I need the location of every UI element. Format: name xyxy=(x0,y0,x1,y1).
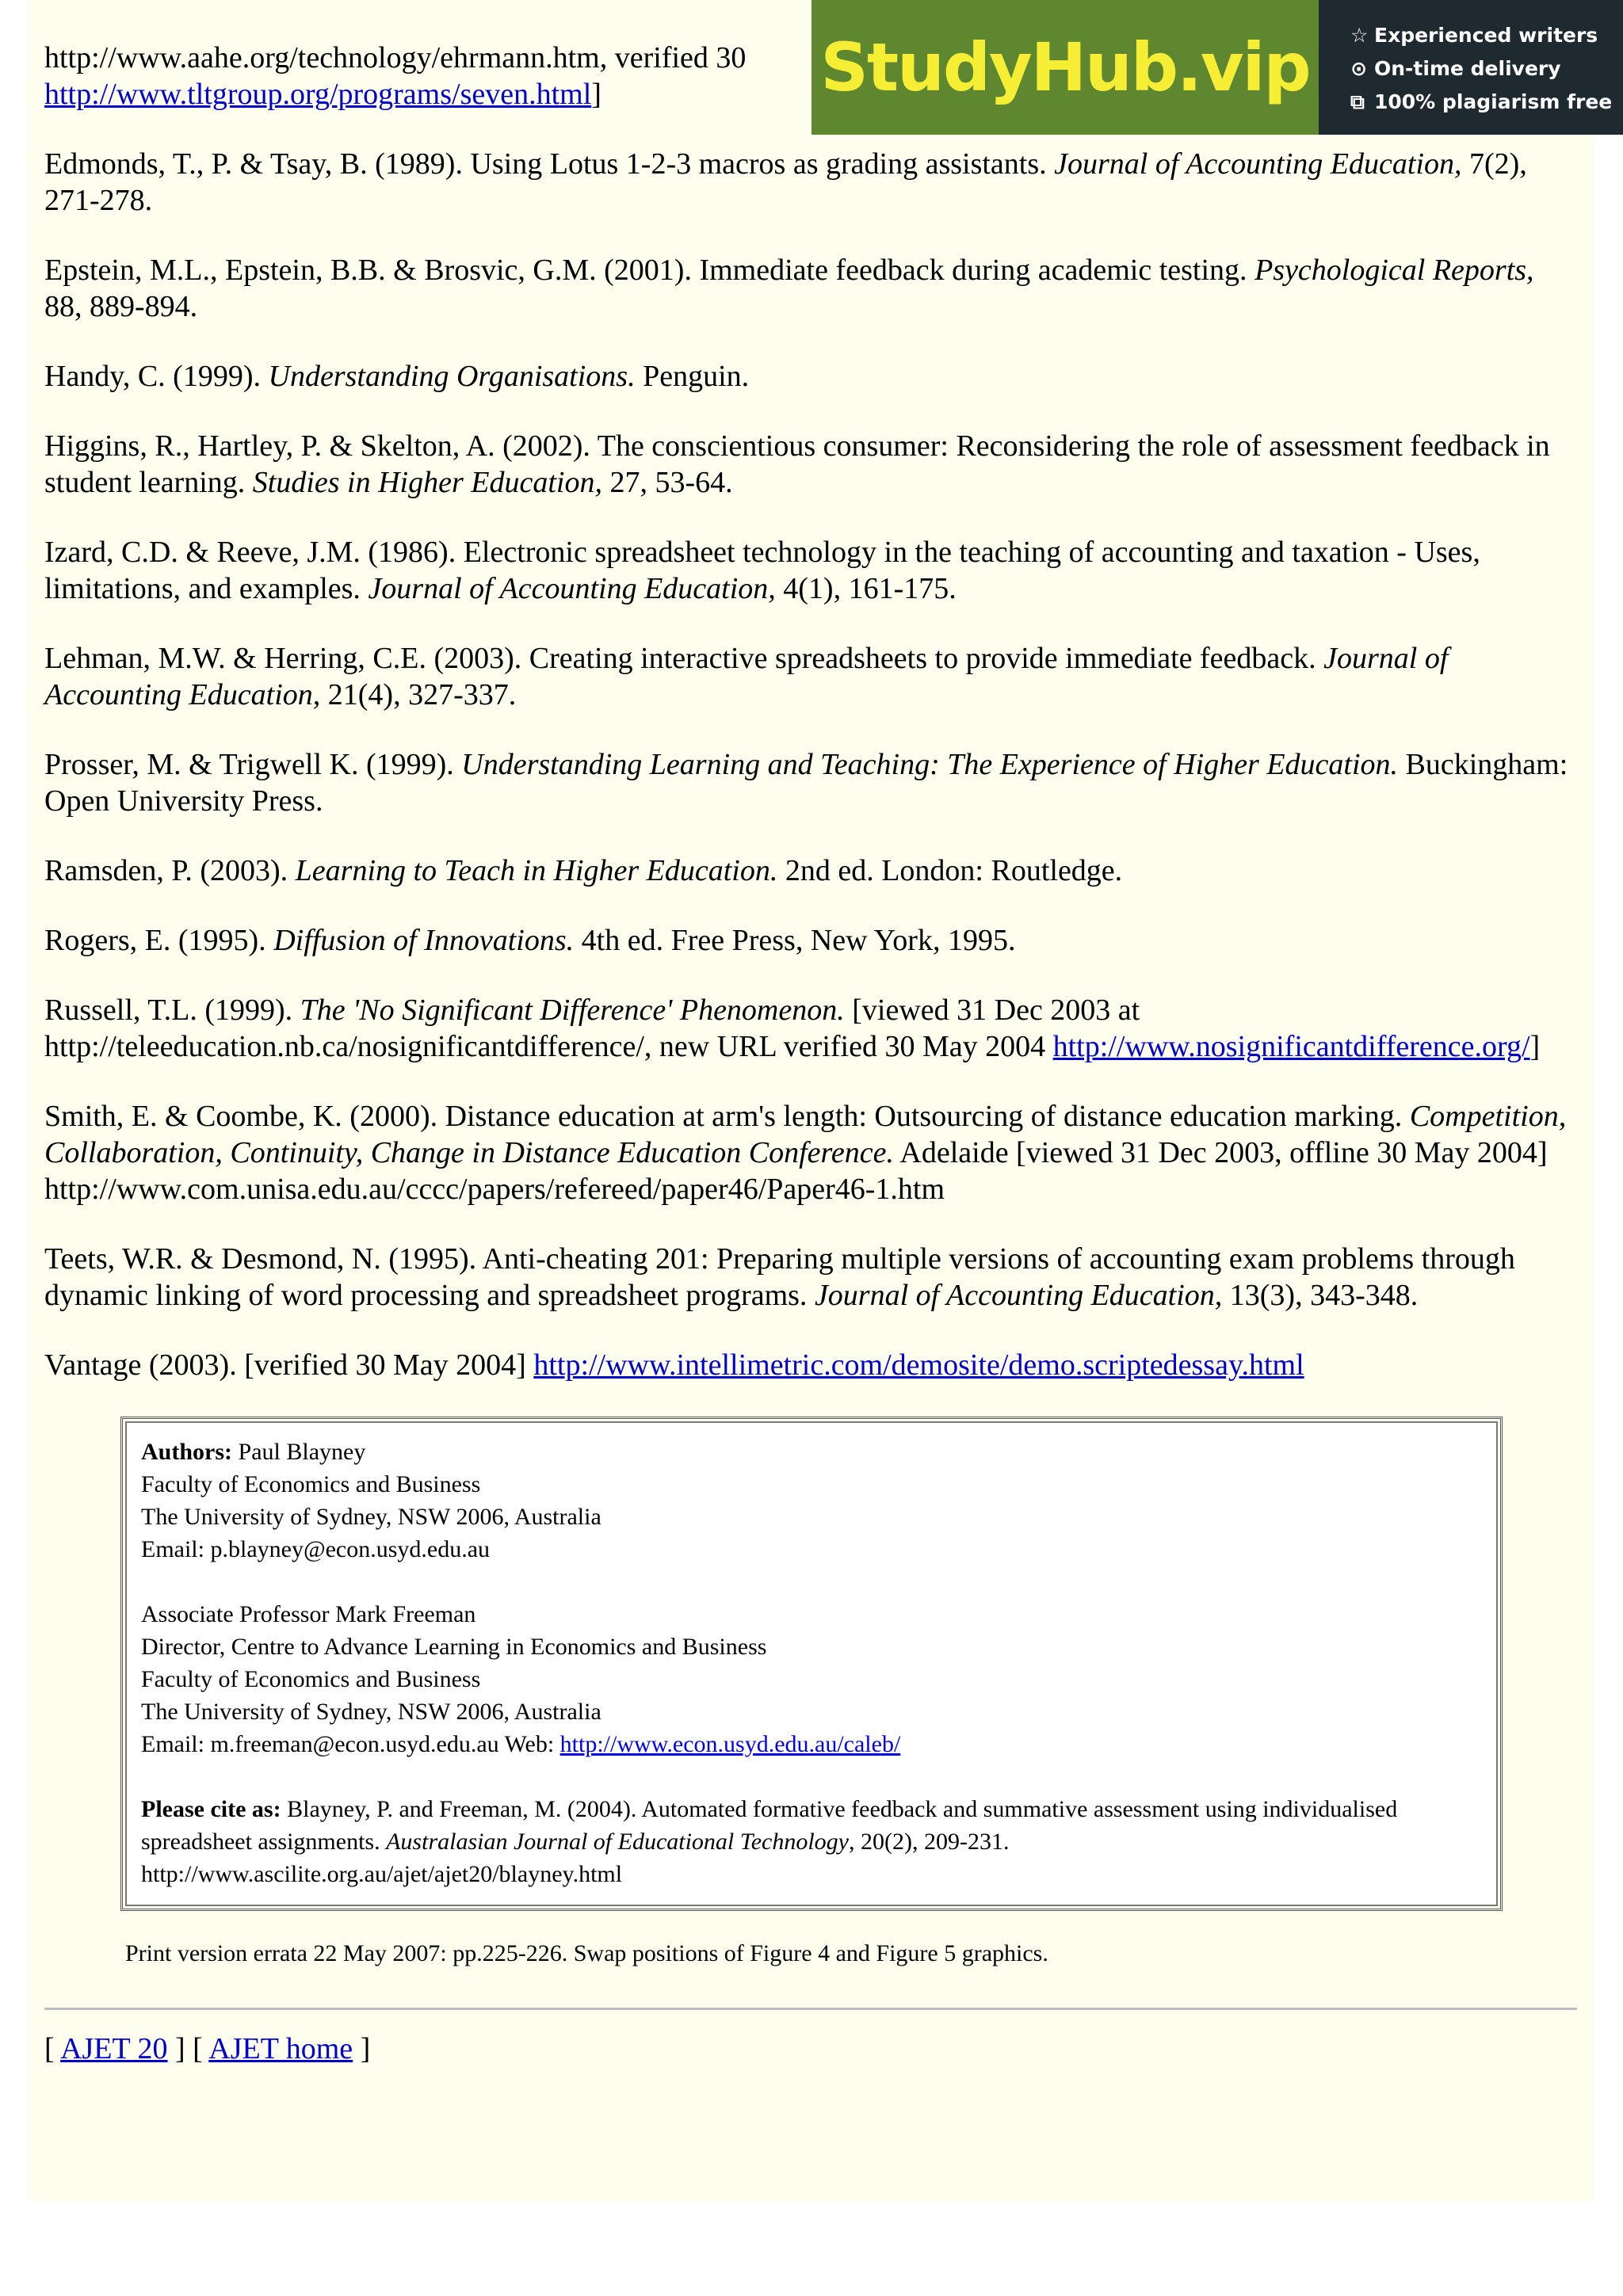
citation: Please cite as: Blayney, P. and Freeman, M. (2004). Automated formative feedback and summative assessment using individualised spreadsheet assignments. Australasian Journal of Educational Technology, 20(2), 209-231. http://www.ascilite.org.au/ajet/ajet20/blayney.html xyxy=(141,1796,1398,1887)
copy-icon: ⧉ xyxy=(1350,90,1365,113)
reference-link-nosignificantdifference[interactable]: http://www.nosignificantdifference.org/ xyxy=(1052,1030,1530,1063)
authors-label: Authors: xyxy=(141,1439,233,1465)
clock-icon: ⊙ xyxy=(1350,57,1367,80)
reference-vantage: Vantage (2003). [verified 30 May 2004] http://www.intellimetric.com/demosite/demo.scriptedessay.html xyxy=(44,1348,1304,1382)
author-freeman: Associate Professor Mark Freeman Director, Centre to Advance Learning in Economics and Business Faculty of Economics and Business The University of Sydney, NSW 2006, Australia Email: m.freeman@econ.usyd.edu.au Web: http://www.econ.usyd.edu.au/caleb/ xyxy=(141,1601,901,1757)
reference-teets: Teets, W.R. & Desmond, N. (1995). Anti-cheating 201: Preparing multiple versions of accounting exam problems through dynamic linking of word processing and spreadsheet programs. Journal of Accounting Education, 13(3), 343-348. xyxy=(44,1242,1515,1312)
nav-link-ajet-home[interactable]: AJET home xyxy=(208,2032,353,2065)
reference-lehman: Lehman, M.W. & Herring, C.E. (2003). Creating interactive spreadsheets to provide immediate feedback. Journal of Accounting Education, 21(4), 327-337. xyxy=(44,642,1449,711)
bottom-nav: [ AJET 20 ] [ AJET home ] xyxy=(44,2032,371,2065)
reference-epstein: Epstein, M.L., Epstein, B.B. & Brosvic, G.M. (2001). Immediate feedback during academic testing. Psychological Reports, 88, 889-894. xyxy=(44,254,1534,323)
caleb-web-link[interactable]: http://www.econ.usyd.edu.au/caleb/ xyxy=(559,1731,901,1757)
errata-note: Print version errata 22 May 2007: pp.225-226. Swap positions of Figure 4 and Figure 5 graphics. xyxy=(125,1940,1048,1966)
author-blayney: Authors: Paul Blayney Faculty of Economics and Business The University of Sydney, NSW 2006, Australia Email: p.blayney@econ.usyd.edu.au xyxy=(141,1439,601,1562)
feature-experienced-writers: ☆ Experienced writers xyxy=(1350,19,1623,52)
reference-ehrmann: http://www.aahe.org/technology/ehrmann.htm, verified 30 http://www.tltgroup.org/programs/seven.html] xyxy=(44,41,747,111)
reference-ramsden: Ramsden, P. (2003). Learning to Teach in Higher Education. 2nd ed. London: Routledge. xyxy=(44,854,1123,887)
author-info-box xyxy=(120,1417,1503,1911)
banner-logo-area xyxy=(812,0,1319,135)
reference-higgins: Higgins, R., Hartley, P. & Skelton, A. (2002). The conscientious consumer: Reconsidering the role of assessment feedback in student learning. Studies in Higher Education, 27, 53-64. xyxy=(44,429,1550,499)
banner-features xyxy=(1319,0,1623,135)
reference-rogers: Rogers, E. (1995). Diffusion of Innovations. 4th ed. Free Press, New York, 1995. xyxy=(44,924,1016,957)
feature-on-time-delivery: ⊙ On-time delivery xyxy=(1350,52,1623,86)
nav-link-ajet20[interactable]: AJET 20 xyxy=(60,2032,168,2065)
reference-russell: Russell, T.L. (1999). The 'No Significant Difference' Phenomenon. [viewed 31 Dec 2003 at http://teleeducation.nb.ca/nosignificantdifference/, new URL verified 30 May 2004 http://www.nosignificantdifference.org/] xyxy=(44,994,1541,1063)
document-page xyxy=(27,0,1594,2201)
author-info-content xyxy=(125,1421,1498,1906)
studyhub-banner[interactable] xyxy=(812,0,1623,135)
divider xyxy=(44,2008,1577,2010)
reference-link-intellimetric[interactable]: http://www.intellimetric.com/demosite/demo.scriptedessay.html xyxy=(533,1348,1304,1382)
reference-smith: Smith, E. & Coombe, K. (2000). Distance education at arm's length: Outsourcing of distance education marking. Competition, Collaboration, Continuity, Change in Distance Education Conference. Adelaide [viewed 31 Dec 2003, offline 30 May 2004] http://www.com.unisa.edu.au/cccc/papers/refereed/paper46/Paper46-1.htm xyxy=(44,1100,1567,1206)
reference-handy: Handy, C. (1999). Understanding Organisations. Penguin. xyxy=(44,360,750,393)
star-icon: ☆ xyxy=(1350,24,1369,47)
reference-izard: Izard, C.D. & Reeve, J.M. (1986). Electronic spreadsheet technology in the teaching of accounting and taxation - Uses, limitations, and examples. Journal of Accounting Education, 4(1), 161-175. xyxy=(44,536,1480,605)
cite-label: Please cite as: xyxy=(141,1796,281,1822)
reference-edmonds: Edmonds, T., P. & Tsay, B. (1989). Using Lotus 1-2-3 macros as grading assistants. Journal of Accounting Education, 7(2), 271-278. xyxy=(44,147,1527,217)
reference-prosser: Prosser, M. & Trigwell K. (1999). Understanding Learning and Teaching: The Experience of Higher Education. Buckingham: Open University Press. xyxy=(44,748,1568,818)
feature-plagiarism-free: ⧉ 100% plagiarism free xyxy=(1350,86,1623,119)
studyhub-logo: StudyHub.vip xyxy=(820,29,1310,106)
reference-link-seven-principles[interactable]: http://www.tltgroup.org/programs/seven.html xyxy=(44,78,592,111)
